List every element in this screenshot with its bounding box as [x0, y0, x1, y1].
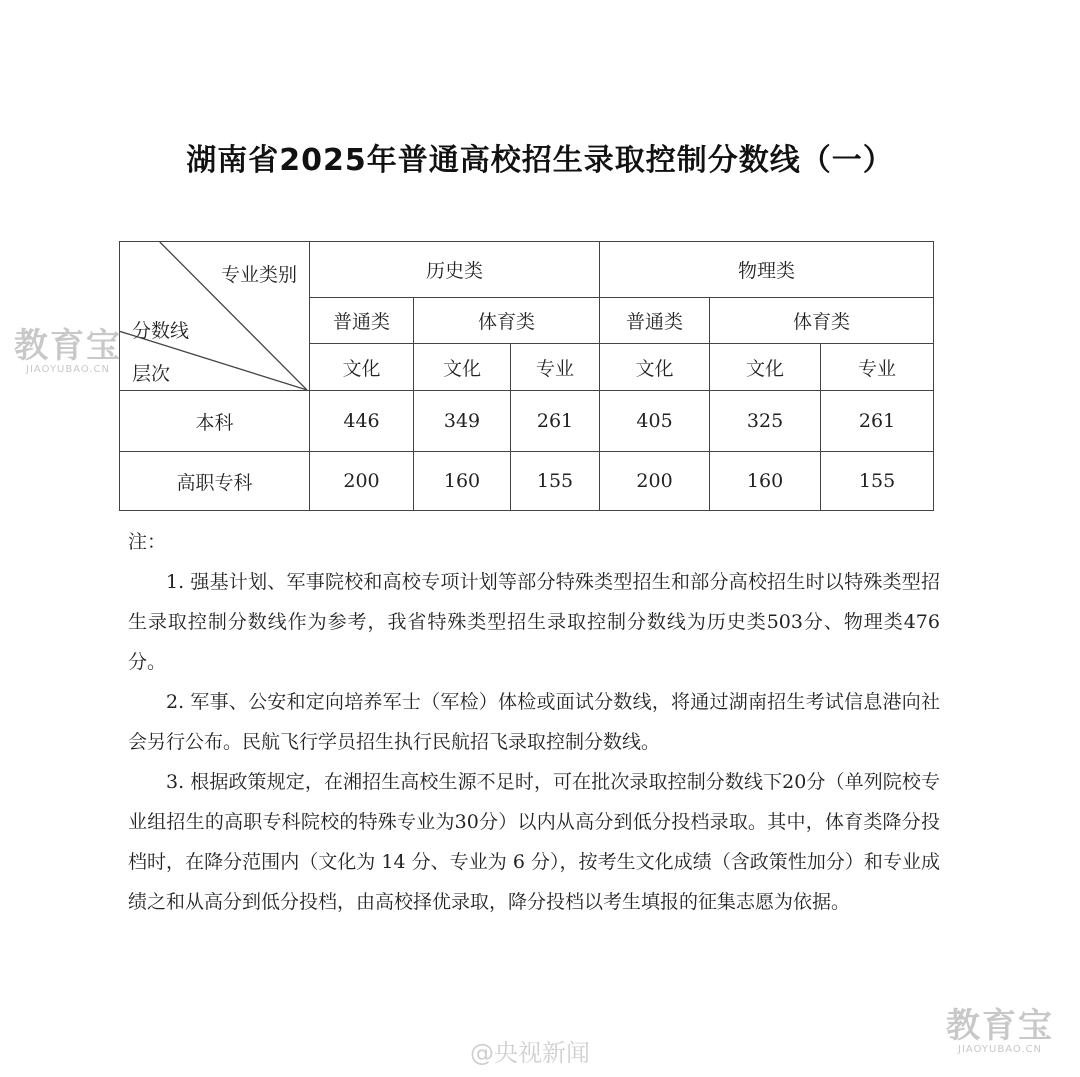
subgroup-header: 体育类: [414, 298, 600, 344]
table-cell: 160: [710, 452, 821, 511]
column-header: 文化: [710, 344, 821, 391]
table-corner-header: [120, 242, 310, 391]
table-cell: 325: [710, 391, 821, 452]
table-cell: 349: [414, 391, 511, 452]
subgroup-header: 普通类: [600, 298, 710, 344]
group-header-physics: 物理类: [600, 242, 934, 298]
table-row: [120, 391, 934, 452]
notes-section: [128, 522, 940, 922]
subgroup-header: 普通类: [310, 298, 414, 344]
score-table: [119, 241, 934, 511]
note-item: 3. 根据政策规定，在湘招生高校生源不足时，可在批次录取控制分数线下20分（单列院校专业组招生的高职专科院校的特殊专业为30分）以内从高分到低分投档录取。其中，体育类降分投档时，在降分范围内（文化为 14 分、专业为 6 分），按考生文化成绩（含政策性加分）和专业成绩之和从高分到低分投档，由高校择优录取，降分投档以考生填报的征集志愿为依据。: [128, 771, 940, 913]
watermark-domain: JIAOYUBAO.CN: [26, 364, 110, 375]
group-header-history: 历史类: [310, 242, 600, 298]
notes-heading: 注：: [128, 531, 167, 553]
table-cell: 155: [511, 452, 600, 511]
column-header: 文化: [600, 344, 710, 391]
table-cell: 446: [310, 391, 414, 452]
watermark-right: [946, 1008, 1054, 1055]
note-item: 2. 军事、公安和定向培养军士（军检）体检或面试分数线，将通过湖南招生考试信息港向社会另行公布。民航飞行学员招生执行民航招飞录取控制分数线。: [128, 691, 940, 753]
table-cell: 155: [821, 452, 934, 511]
source-watermark: @央视新闻: [470, 1039, 590, 1067]
column-header: 专业: [511, 344, 600, 391]
table-cell: 160: [414, 452, 511, 511]
table-cell: 261: [511, 391, 600, 452]
column-header: 文化: [414, 344, 511, 391]
table-cell: 405: [600, 391, 710, 452]
table-cell: 200: [310, 452, 414, 511]
watermark-brand: 教育宝: [946, 1006, 1054, 1046]
corner-label-score: 分数线: [132, 320, 190, 342]
watermark-brand: 教育宝: [14, 326, 122, 366]
table-cell: 261: [821, 391, 934, 452]
watermark-left: [14, 328, 122, 375]
column-header: 文化: [310, 344, 414, 391]
row-label: 高职专科: [120, 452, 310, 511]
column-header: 专业: [821, 344, 934, 391]
table-cell: 200: [600, 452, 710, 511]
row-label: 本科: [120, 391, 310, 452]
corner-label-category: 专业类别: [220, 264, 297, 286]
subgroup-header: 体育类: [710, 298, 934, 344]
watermark-domain: JIAOYUBAO.CN: [958, 1044, 1042, 1055]
corner-label-level: 层次: [132, 363, 171, 385]
page-title: 湖南省2025年普通高校招生录取控制分数线（一）: [186, 143, 894, 178]
score-table-wrap: [119, 241, 933, 510]
table-row: [120, 452, 934, 511]
note-item: 1. 强基计划、军事院校和高校专项计划等部分特殊类型招生和部分高校招生时以特殊类型招生录取控制分数线作为参考，我省特殊类型招生录取控制分数线为历史类503分、物理类476分。: [128, 571, 940, 673]
